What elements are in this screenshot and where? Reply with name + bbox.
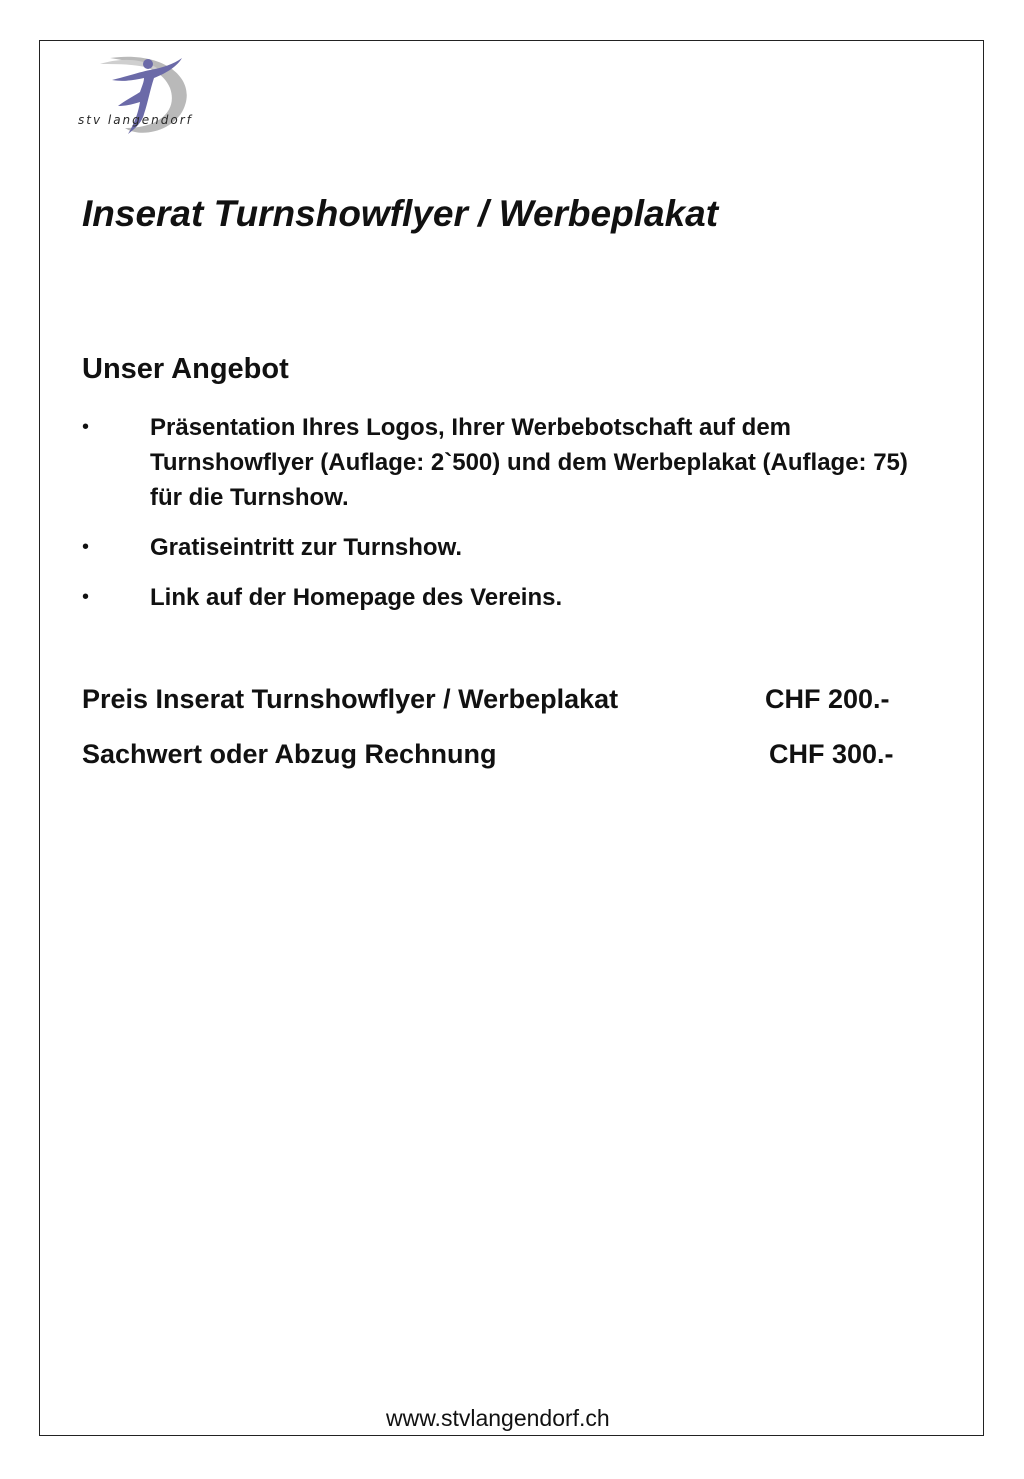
list-item — [82, 580, 932, 615]
price-amount: CHF 200.- — [765, 684, 890, 714]
offer-list — [82, 410, 932, 630]
bullet-icon: • — [82, 586, 90, 608]
price-amount: CHF 300.- — [769, 739, 894, 769]
list-item — [82, 410, 932, 515]
logo-text: stv langendorf — [78, 113, 193, 127]
page-frame — [39, 40, 984, 1436]
list-item — [82, 530, 932, 565]
offer-item-text: Link auf der Homepage des Vereins. — [150, 584, 563, 611]
offer-item-text: Präsentation Ihres Logos, Ihrer Werbebotschaft auf dem Turnshowflyer (Auflage: 2`500) und dem Werbeplakat (Auflage: 75) für die Turnshow. — [150, 414, 908, 511]
offer-heading: Unser Angebot — [82, 353, 289, 385]
bullet-icon: • — [82, 536, 90, 558]
offer-item-text: Gratiseintritt zur Turnshow. — [150, 534, 463, 561]
price-label: Sachwert oder Abzug Rechnung — [82, 739, 497, 769]
footer-url: www.stvlangendorf.ch — [386, 1405, 610, 1431]
document-title: Inserat Turnshowflyer / Werbeplakat — [82, 193, 719, 234]
bullet-icon: • — [82, 416, 90, 438]
price-label: Preis Inserat Turnshowflyer / Werbeplakat — [82, 684, 619, 714]
